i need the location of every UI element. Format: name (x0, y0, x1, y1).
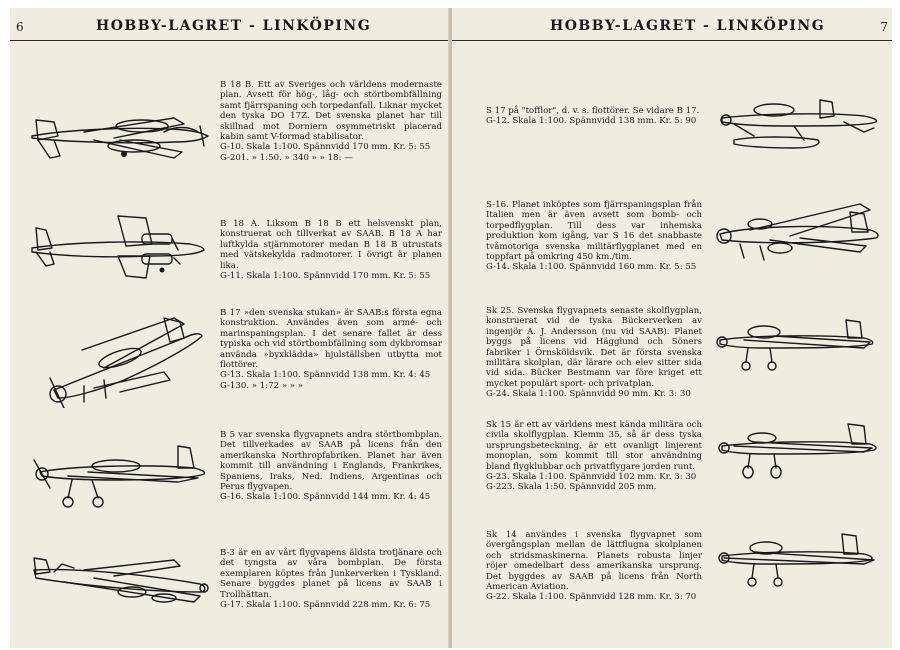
entry-spec: G-223. Skala 1:50. Spännvidd 205 mm. (486, 482, 657, 493)
entry-spec: G-22. Skala 1:100. Spännvidd 128 mm. Kr. 3: 70 (486, 592, 697, 603)
entry-spec: G-12. Skala 1:100. Spännvidd 138 mm. Kr. 5: 90 (486, 116, 697, 127)
entry-text: Sk 14 användes i svenska flygvapnet som övergångsplan mellan de lättflugna skolplanen och stridsmaskinerna. Planets robusta linjer röjer omedelbart dess amerikanska ursprung. Det byggdes av SAAB på licens från North American Aviation. (486, 530, 702, 593)
b18a-twin-engine-bomber-drawing-icon (22, 208, 212, 283)
entry-text: S 17 på "tofflor", d. v. s. flottörer. Se vidare B 17. (486, 106, 700, 116)
entry-sk25 (486, 306, 702, 400)
entry-b18b (220, 80, 442, 163)
entry-b17 (220, 308, 442, 391)
b5-dive-bomber-drawing-icon (28, 436, 218, 516)
entry-text: B 5 var svenska flygvapnets andra störtbombplan. Det tillverkades av SAAB på licens från den amerikanska Northropfabriken. Planet har även kommit till användning i Englands, Frankrikes, Spaniens, Iraks, Ned. Indiens, Argentinas och Perus flygvapen. (220, 430, 442, 493)
entry-spec: G-130. » 1:72 » » » (220, 380, 304, 391)
entry-text: S-16. Planet inköptes som fjärrspaningsplan från Italien men är även avsett som bomb- och torpedflygplan. Till dess var inhemska produktion kom igång, var S 16 det snabbaste tvåmotoriga svenska militärflygplanet med en toppfart på omkring 450 km./tim. (486, 200, 702, 263)
sk25-trainer-drawing-icon (714, 308, 884, 378)
entry-text: B 18 B. Ett av Sveriges och världens modernaste plan. Avsett för hög-, låg- och störtbombfällning samt fjärrspaning och torpedanfall. Liknar mycket den tyska DO 17Z. Det svenska planet har till skillnad mot Dorniern osymmetriskt placerad kabin samt V-formad stabilisator. (220, 80, 442, 143)
entry-spec: G-11. Skala 1:100. Spännvidd 170 mm. Kr. 5: 55 (220, 271, 431, 282)
sk15-trainer-drawing-icon (714, 416, 884, 486)
entry-spec: G-24. Skala 1:100. Spännvidd 90 mm. Kr. 3: 30 (486, 389, 691, 400)
entry-spec: G-16. Skala 1:100. Spännvidd 144 mm. Kr. 4: 45 (220, 492, 431, 503)
entry-s17 (486, 106, 702, 127)
entry-text: Sk 15 är ett av världens mest kända militära och civila skolflygplan. Klemm 35, så är dess tyska ursprungsbeteckning, är ett ovanligt linjerent monoplan, som kommit till stor användning bland flygklubbar och privatflygare jorden runt. (486, 420, 702, 472)
entry-text: B-3 är en av vårt flygvapens äldsta trotjänare och det tyngsta av våra bombplan. De första exemplaren köptes från Junkerverken i Tyskland. Senare byggdes planet på licens av SAAB i Trollhättan. (220, 548, 442, 600)
entry-text: B 17 »den svenska stukan» är SAAB:s första egna konstruktion. Användes även som armé- och marinspaningsplan. I det senare fallet är dess typiska och vid störtbombfällning som dykbromsar använda »byxklädda» hjulställsben utbytta mot flottörer. (220, 308, 442, 371)
b17-dive-bomber-drawing-icon (24, 308, 214, 408)
entry-text: B 18 A. Liksom B 18 B ett helsvenskt plan, konstruerat och tillverkat av SAAB. B 18 A har luftkylda stjärnmotorer medan B 18 B utrustats med vätskekylda radmotorer. I övrigt är planen lika. (220, 219, 442, 271)
left-page-number: 6 (16, 20, 24, 34)
entry-sk15 (486, 420, 702, 493)
entry-s16 (486, 200, 702, 273)
right-page-title: HOBBY-LAGRET - LINKÖPING (550, 18, 826, 34)
entry-spec: G-201. » 1:50. » 340 » » 18: — (220, 152, 353, 163)
s17-floatplane-drawing-icon (714, 92, 884, 162)
left-page-title: HOBBY-LAGRET - LINKÖPING (96, 18, 372, 34)
entry-spec: G-10. Skala 1:100. Spännvidd 170 mm. Kr. 5: 55 (220, 142, 431, 153)
entry-spec: G-14. Skala 1:100. Spännvidd 160 mm. Kr. 5: 55 (486, 262, 697, 273)
left-page (10, 8, 450, 648)
entry-text: Sk 25. Svenska flygvapnets senaste skolflygplan, konstruerat vid de tyska Bückerverken av ingenjör A. J. Andersson (nu vid SAAB). Planet byggs på licens vid Hägglund och Söners fabriker i Örnsköldsvik. Det är första svenska militära skolplan, där lärare och elev sitter sida vid sida. Bücker Bestmann var före kriget ett mycket populärt sport- och privatplan. (486, 306, 702, 389)
left-page-header (10, 14, 450, 41)
entry-spec: G-17. Skala 1:100. Spännvidd 228 mm. Kr. 6: 75 (220, 600, 431, 611)
entry-spec: G-23. Skala 1:100. Spännvidd 102 mm. Kr. 3: 30 (486, 472, 697, 483)
entry-b5 (220, 430, 442, 503)
b3-junkers-bomber-drawing-icon (24, 548, 214, 613)
entry-b18a (220, 219, 442, 281)
right-page-header (452, 14, 892, 41)
entry-b3 (220, 548, 442, 610)
b18b-twin-engine-bomber-drawing-icon (24, 96, 214, 176)
sk14-trainer-drawing-icon (714, 524, 884, 594)
s16-trimotor-bomber-drawing-icon (710, 194, 885, 269)
right-page-number: 7 (880, 20, 888, 34)
entry-sk14 (486, 530, 702, 603)
right-page (452, 8, 892, 648)
entry-spec: G-13. Skala 1:100. Spännvidd 138 mm. Kr. 4: 45 (220, 370, 431, 381)
